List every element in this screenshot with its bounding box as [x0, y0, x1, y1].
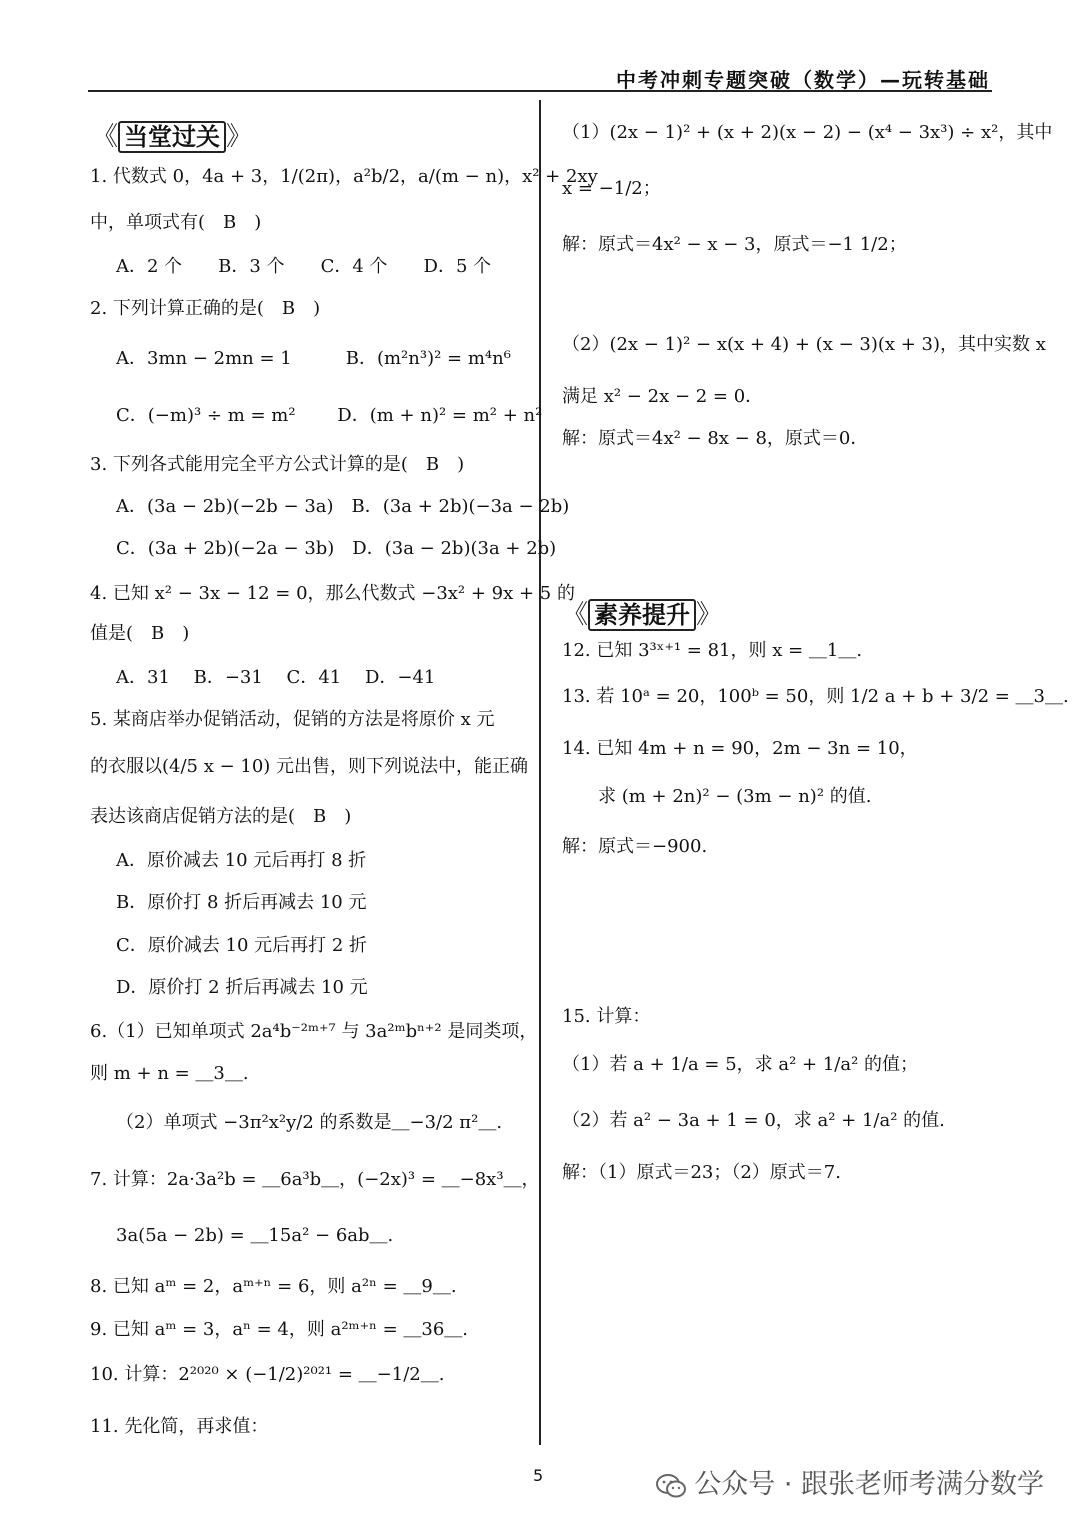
left-line-23: 7. 计算：2a·3a²b = ＿6a³b＿，(−2x)³ = ＿−8x³＿，: [90, 1169, 540, 1190]
right-line-14: （2）若 a² − 3a + 1 = 0，求 a² + 1/a² 的值.: [562, 1110, 945, 1131]
left-line-28: 11. 先化简，再求值：: [90, 1416, 269, 1437]
left-line-17: B．原价打 8 折后再减去 10 元: [116, 892, 367, 913]
left-line-22: （2）单项式 −3π²x²y/2 的系数是＿−3/2 π²＿.: [116, 1112, 503, 1133]
left-line-1: 1. 代数式 0，4a + 3，1/(2π)，a²b/2，a/(m − n)，x² + 2xy: [90, 166, 598, 187]
right-line-9: 14. 已知 4m + n = 90，2m − 3n = 10，: [562, 738, 918, 759]
page-number: 5: [533, 1466, 544, 1485]
left-line-21: 则 m + n = ＿3＿.: [90, 1063, 249, 1084]
right-line-13: （1）若 a + 1/a = 5，求 a² + 1/a² 的值；: [562, 1054, 919, 1075]
watermark: [656, 1462, 1044, 1501]
right-line-6: 解：原式＝4x² − 8x − 8，原式＝0．: [562, 428, 869, 449]
left-line-14: 的衣服以(4/5 x − 10) 元出售，则下列说法中，能正确: [90, 756, 529, 777]
right-line-1: （1）(2x − 1)² + (x + 2)(x − 2) − (x⁴ − 3x³) ÷ x²，其中: [562, 122, 1053, 143]
right-line-7: 12. 已知 3³ˣ⁺¹ = 81，则 x = ＿1＿.: [562, 640, 863, 661]
left-line-19: D．原价打 2 折后再减去 10 元: [116, 977, 368, 998]
right-line-15: 解：（1）原式＝23；（2）原式＝7.: [562, 1162, 841, 1183]
left-line-7: 3. 下列各式能用完全平方公式计算的是( B ): [90, 454, 465, 475]
section-title-left: 《 当堂过关 》: [92, 122, 253, 152]
left-line-11: 值是( B ): [90, 623, 190, 644]
left-line-3: A．2 个 B．3 个 C．4 个 D．5 个: [116, 256, 492, 277]
section-title-left-label: 当堂过关: [118, 121, 226, 153]
left-line-2: 中，单项式有( B ): [90, 212, 262, 233]
left-line-24: 3a(5a − 2b) = ＿15a² − 6ab＿.: [116, 1225, 394, 1246]
left-line-20: 6.（1）已知单项式 2a⁴b⁻²ᵐ⁺⁷ 与 3a²ᵐbⁿ⁺² 是同类项，: [90, 1021, 538, 1042]
left-line-25: 8. 已知 aᵐ = 2，aᵐ⁺ⁿ = 6，则 a²ⁿ = ＿9＿.: [90, 1276, 457, 1297]
left-line-8: A．(3a − 2b)(−2b − 3a) B．(3a + 2b)(−3a − 2b): [116, 496, 570, 517]
section-title-right: 《 素养提升 》: [562, 600, 723, 630]
left-line-13: 5. 某商店举办促销活动，促销的方法是将原价 x 元: [90, 709, 495, 730]
right-line-3: 解：原式＝4x² − x − 3，原式＝−1 1/2；: [562, 234, 907, 255]
right-line-4: （2）(2x − 1)² − x(x + 4) + (x − 3)(x + 3)，其中实数 x: [562, 334, 1046, 355]
left-line-4: 2. 下列计算正确的是( B ): [90, 298, 321, 319]
left-line-27: 10. 计算：2²⁰²⁰ × (−1/2)²⁰²¹ = ＿−1/2＿.: [90, 1364, 445, 1385]
left-line-12: A．31 B．−31 C．41 D．−41: [116, 667, 436, 688]
left-line-26: 9. 已知 aᵐ = 3，aⁿ = 4，则 a²ᵐ⁺ⁿ = ＿36＿.: [90, 1319, 469, 1340]
right-line-10: 求 (m + 2n)² − (3m − n)² 的值.: [598, 786, 872, 807]
left-line-9: C．(3a + 2b)(−2a − 3b) D．(3a − 2b)(3a + 2b): [116, 538, 557, 559]
left-line-10: 4. 已知 x² − 3x − 12 = 0，那么代数式 −3x² + 9x + 5 的: [90, 583, 575, 604]
wechat-icon: [656, 1473, 686, 1499]
right-line-8: 13. 若 10ᵃ = 20，100ᵇ = 50，则 1/2 a + b + 3/2 = ＿3＿.: [562, 686, 1069, 707]
right-line-5: 满足 x² − 2x − 2 = 0．: [562, 386, 764, 407]
header-title: 中考冲刺专题突破（数学）—玩转基础: [616, 68, 990, 92]
left-line-5: A．3mn − 2mn = 1 B．(m²n³)² = m⁴n⁶: [116, 348, 511, 369]
left-line-15: 表达该商店促销方法的是( B ): [90, 806, 352, 827]
right-line-2: x = −1/2；: [562, 178, 661, 199]
left-line-6: C．(−m)³ ÷ m = m² D．(m + n)² = m² + n²: [116, 405, 543, 426]
right-line-12: 15. 计算：: [562, 1006, 651, 1027]
left-line-18: C．原价减去 10 元后再打 2 折: [116, 935, 368, 956]
section-title-right-label: 素养提升: [588, 599, 696, 631]
column-divider: [539, 100, 541, 1445]
left-line-16: A．原价减去 10 元后再打 8 折: [116, 850, 367, 871]
header-rule: [88, 90, 992, 92]
watermark-text: 公众号 · 跟张老师考满分数学: [694, 1469, 1044, 1500]
right-line-11: 解：原式＝−900.: [562, 836, 708, 857]
